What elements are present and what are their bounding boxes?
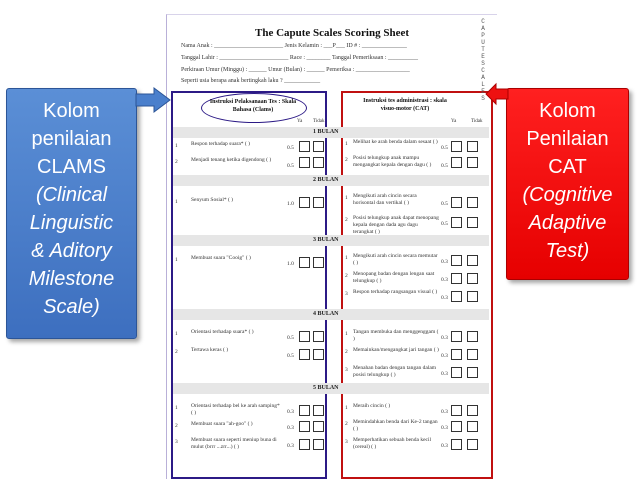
cat-ya-label: Ya bbox=[451, 119, 457, 124]
cat-callout-italic3: Test) bbox=[545, 240, 590, 262]
clams-no-checkbox[interactable] bbox=[313, 405, 324, 416]
cat-callout-line3: CAT bbox=[548, 156, 587, 178]
clams-yes-checkbox[interactable] bbox=[299, 331, 310, 342]
clams-item-text: Tertawa keras ( ) bbox=[191, 347, 229, 353]
cat-item-number: 3 bbox=[345, 439, 348, 445]
cat-yes-checkbox[interactable] bbox=[451, 273, 462, 284]
clams-yes-checkbox[interactable] bbox=[299, 197, 310, 208]
clams-callout-italic5: Scale) bbox=[43, 296, 100, 318]
cat-item-number: 3 bbox=[345, 367, 348, 373]
cat-item-score: 0.5 bbox=[441, 201, 448, 207]
cat-item-text: Meraih cincin ( ) bbox=[353, 403, 391, 409]
cat-item-text: Respon terhadap rangsangan visual ( ) bbox=[353, 289, 438, 295]
cat-item-number: 1 bbox=[345, 331, 348, 337]
clams-callout-line1: Kolom bbox=[43, 100, 100, 122]
cat-item-text: Posisi telungkup anak mampu mengangkat kepala dengan dagu ( ) bbox=[353, 155, 432, 168]
cat-no-checkbox[interactable] bbox=[467, 421, 478, 432]
clams-item-number: 1 bbox=[175, 143, 178, 149]
month-label-2: 2 BULAN bbox=[313, 177, 339, 183]
cat-item-number: 1 bbox=[345, 195, 348, 201]
clams-item-text: Senyum Sosial* ( ) bbox=[191, 197, 234, 203]
cat-item-score: 0.3 bbox=[441, 443, 448, 449]
clams-item-text: Respon terhadap suara* ( ) bbox=[191, 141, 250, 147]
cat-yes-checkbox[interactable] bbox=[451, 157, 462, 168]
clams-item-text: Orientasi terhadap bel ke arah samping* ( ) bbox=[191, 403, 280, 416]
cat-item-number: 3 bbox=[345, 291, 348, 297]
cat-yes-checkbox[interactable] bbox=[451, 255, 462, 266]
right-arrow-icon bbox=[134, 86, 172, 114]
cat-yes-checkbox[interactable] bbox=[451, 331, 462, 342]
clams-item-number: 3 bbox=[175, 439, 178, 445]
cat-callout-italic1: (Cognitive bbox=[522, 184, 613, 206]
clams-callout bbox=[6, 88, 137, 339]
left-arrow-icon bbox=[484, 82, 510, 106]
clams-item-text: Membuat suara "Cooig" ( ) bbox=[191, 255, 251, 261]
cat-item-text: Memperhatikan sebuah benda kecil (cereal) ( ) bbox=[353, 437, 432, 450]
cat-no-checkbox[interactable] bbox=[467, 439, 478, 450]
clams-no-checkbox[interactable] bbox=[313, 331, 324, 342]
clams-no-checkbox[interactable] bbox=[313, 421, 324, 432]
clams-yes-checkbox[interactable] bbox=[299, 141, 310, 152]
cat-item-text: Posisi telungkup anak dapat menopang kepala dengan dada agu dagu terangkat ( ) bbox=[353, 215, 439, 235]
cat-yes-checkbox[interactable] bbox=[451, 197, 462, 208]
clams-ya-label: Ya bbox=[297, 119, 303, 124]
cat-item-score: 0.5 bbox=[441, 221, 448, 227]
clams-item-score: 0.3 bbox=[287, 443, 294, 449]
cat-item-number: 2 bbox=[345, 157, 348, 163]
clams-no-checkbox[interactable] bbox=[313, 349, 324, 360]
clams-item-score: 0.5 bbox=[287, 335, 294, 341]
cat-no-checkbox[interactable] bbox=[467, 197, 478, 208]
cat-yes-checkbox[interactable] bbox=[451, 439, 462, 450]
cat-item-text: Mengikuti arah cincin secara memutar ( ) bbox=[353, 253, 438, 266]
cat-yes-checkbox[interactable] bbox=[451, 217, 462, 228]
clams-item-score: 0.3 bbox=[287, 409, 294, 415]
clams-no-checkbox[interactable] bbox=[313, 197, 324, 208]
cat-heading: Instruksi tes administrasi : skala visuo-motor (CAT) bbox=[363, 98, 447, 112]
cat-no-checkbox[interactable] bbox=[467, 157, 478, 168]
cat-callout-line2: Penilaian bbox=[526, 128, 609, 150]
cat-item-score: 0.3 bbox=[441, 371, 448, 377]
clams-yes-checkbox[interactable] bbox=[299, 257, 310, 268]
cat-no-checkbox[interactable] bbox=[467, 331, 478, 342]
cat-item-number: 1 bbox=[345, 405, 348, 411]
cat-item-text: Mengikuti arah cincin secara horisontal dan vertikal ( ) bbox=[353, 193, 417, 206]
clams-no-checkbox[interactable] bbox=[313, 141, 324, 152]
clams-item-text: Membuat suara seperti meniup buna di mulut (brrr ...zrr...) ( ) bbox=[191, 437, 277, 450]
scoring-sheet bbox=[166, 14, 497, 479]
sheet-title: The Capute Scales Scoring Sheet bbox=[255, 27, 409, 39]
month-label-5: 5 BULAN bbox=[313, 385, 339, 391]
cat-no-checkbox[interactable] bbox=[467, 273, 478, 284]
clams-item-text: Menjadi tenang ketika digendong ( ) bbox=[191, 157, 272, 163]
cat-no-checkbox[interactable] bbox=[467, 217, 478, 228]
clams-callout-line3: CLAMS bbox=[37, 156, 106, 178]
clams-item-score: 1.0 bbox=[287, 201, 294, 207]
cat-item-text: Menahan badan dengan tangan dalam posisi telungkup ( ) bbox=[353, 365, 437, 378]
header-line-age: Perkiraan Umur (Minggu) : ______ Umur (Bulan) : ______ Pemeriksa : __________________ bbox=[181, 67, 410, 73]
cat-item-text: Memainkan/mengangkat jari tangan ( ) bbox=[353, 347, 439, 353]
cat-item-score: 0.3 bbox=[441, 295, 448, 301]
clams-callout-line2: penilaian bbox=[31, 128, 112, 150]
cat-yes-checkbox[interactable] bbox=[451, 367, 462, 378]
cat-yes-checkbox[interactable] bbox=[451, 405, 462, 416]
month-label-1: 1 BULAN bbox=[313, 129, 339, 135]
clams-item-number: 2 bbox=[175, 159, 178, 165]
cat-item-number: 1 bbox=[345, 255, 348, 261]
cat-item-score: 0.3 bbox=[441, 425, 448, 431]
clams-item-number: 2 bbox=[175, 423, 178, 429]
cat-no-checkbox[interactable] bbox=[467, 349, 478, 360]
clams-heading: Instruksi Pelaksanaan Tes : Skala Bahasa (Clams) bbox=[209, 99, 297, 113]
clams-item-number: 1 bbox=[175, 257, 178, 263]
clams-item-text: Membuat suara "ah-goo" ( ) bbox=[191, 421, 253, 427]
header-line-name: Nama Anak : _______________________ Jenis Kelamin : ___P___ ID # : _______________ bbox=[181, 43, 407, 49]
clams-callout-italic2: Linguistic bbox=[29, 212, 114, 234]
clams-no-checkbox[interactable] bbox=[313, 157, 324, 168]
month-label-4: 4 BULAN bbox=[313, 311, 339, 317]
cat-yes-checkbox[interactable] bbox=[451, 291, 462, 302]
clams-item-score: 1.0 bbox=[287, 261, 294, 267]
cat-item-number: 2 bbox=[345, 273, 348, 279]
clams-item-number: 1 bbox=[175, 199, 178, 205]
clams-item-score: 0.5 bbox=[287, 353, 294, 359]
cat-yes-checkbox[interactable] bbox=[451, 421, 462, 432]
cat-item-score: 0.3 bbox=[441, 277, 448, 283]
cat-callout-italic2: Adaptive bbox=[528, 212, 607, 234]
clams-yes-checkbox[interactable] bbox=[299, 157, 310, 168]
clams-item-text: Orientasi terhadap suara* ( ) bbox=[191, 329, 254, 335]
cat-item-text: Memindahkan benda dari Ke-2 tangan ( ) bbox=[353, 419, 438, 432]
vertical-scale-label: C A P U T E S C A L E S bbox=[481, 18, 485, 102]
clams-yes-checkbox[interactable] bbox=[299, 439, 310, 450]
cat-item-score: 0.3 bbox=[441, 259, 448, 265]
cat-item-score: 0.5 bbox=[441, 145, 448, 151]
header-line-behavior: Seperti usia berapa anak bertingkah laku ? ____________ bbox=[181, 78, 321, 84]
cat-item-number: 2 bbox=[345, 349, 348, 355]
cat-callout bbox=[506, 88, 629, 280]
cat-item-score: 0.3 bbox=[441, 353, 448, 359]
cat-item-score: 0.5 bbox=[441, 163, 448, 169]
cat-no-checkbox[interactable] bbox=[467, 141, 478, 152]
clams-item-score: 0.5 bbox=[287, 145, 294, 151]
cat-no-checkbox[interactable] bbox=[467, 367, 478, 378]
cat-item-number: 2 bbox=[345, 421, 348, 427]
clams-callout-italic1: (Clinical bbox=[35, 184, 108, 206]
cat-item-number: 2 bbox=[345, 217, 348, 223]
clams-tidak-label: Tidak bbox=[313, 119, 325, 124]
cat-item-score: 0.3 bbox=[441, 409, 448, 415]
clams-no-checkbox[interactable] bbox=[313, 257, 324, 268]
header-line-birth: Tanggal Lahir : _______________________ Race : ________ Tanggal Pemeriksaan : __________ bbox=[181, 55, 419, 61]
clams-yes-checkbox[interactable] bbox=[299, 349, 310, 360]
cat-tidak-label: Tidak bbox=[471, 119, 483, 124]
clams-callout-italic4: Milestone bbox=[28, 268, 115, 290]
cat-callout-line1: Kolom bbox=[539, 100, 596, 122]
clams-yes-checkbox[interactable] bbox=[299, 405, 310, 416]
clams-item-score: 0.3 bbox=[287, 425, 294, 431]
clams-callout-italic3: & Aditory bbox=[31, 240, 112, 262]
clams-item-number: 2 bbox=[175, 349, 178, 355]
cat-item-score: 0.3 bbox=[441, 335, 448, 341]
clams-yes-checkbox[interactable] bbox=[299, 421, 310, 432]
cat-yes-checkbox[interactable] bbox=[451, 349, 462, 360]
month-label-3: 3 BULAN bbox=[313, 237, 339, 243]
cat-item-text: Melihat ke arah benda dalam sesaat ( ) bbox=[353, 139, 438, 145]
cat-no-checkbox[interactable] bbox=[467, 255, 478, 266]
cat-item-text: Tangan membuka dan menggenggam ( ) bbox=[353, 329, 439, 342]
cat-no-checkbox[interactable] bbox=[467, 405, 478, 416]
clams-item-number: 1 bbox=[175, 331, 178, 337]
clams-item-number: 1 bbox=[175, 405, 178, 411]
clams-no-checkbox[interactable] bbox=[313, 439, 324, 450]
clams-item-score: 0.5 bbox=[287, 163, 294, 169]
cat-yes-checkbox[interactable] bbox=[451, 141, 462, 152]
cat-no-checkbox[interactable] bbox=[467, 291, 478, 302]
cat-item-text: Menopang badan dengan lengan saat telungkup ( ) bbox=[353, 271, 435, 284]
cat-item-number: 1 bbox=[345, 141, 348, 147]
